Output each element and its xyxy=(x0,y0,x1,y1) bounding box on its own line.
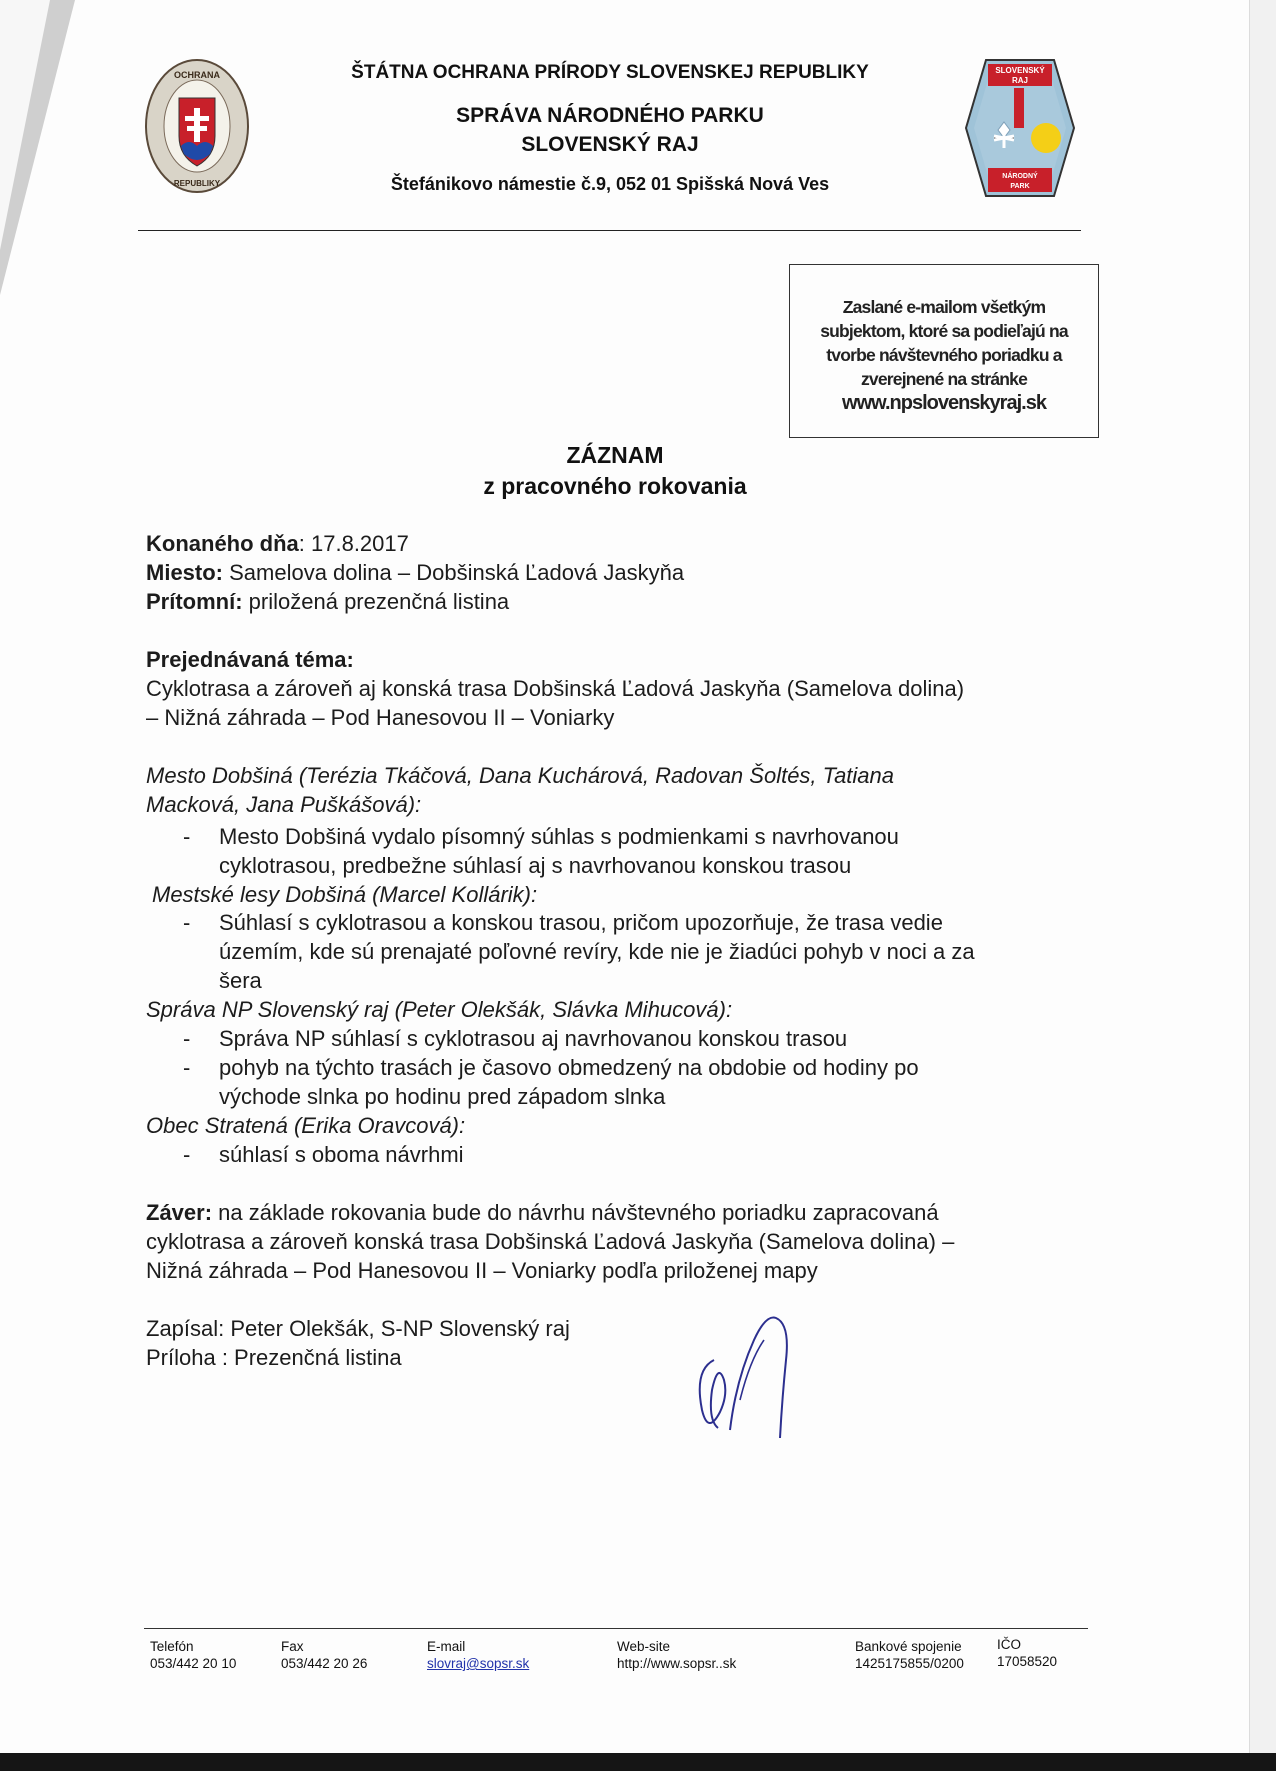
conclusion-line: cyklotrasa a zároveň konská trasa Dobšinská Ľadová Jaskyňa (Samelova dolina) – xyxy=(146,1229,955,1254)
bank-value: 1425175855/0200 xyxy=(855,1656,964,1671)
party-name: Správa NP Slovenský raj (Peter Olekšák, Slávka Mihucová): xyxy=(146,997,733,1022)
scan-folded-corner xyxy=(0,0,80,300)
phone-value: 053/442 20 10 xyxy=(150,1656,237,1671)
party-point: východe slnka po hodinu pred západom slnka xyxy=(219,1084,666,1109)
topic-line: – Nižná záhrada – Pod Hanesovou II – Voniarky xyxy=(146,705,615,730)
phone-label: Telefón xyxy=(150,1639,194,1654)
meeting-place xyxy=(146,558,684,587)
web-value: http://www.sopsr..sk xyxy=(617,1656,737,1671)
svg-text:SLOVENSKÝ: SLOVENSKÝ xyxy=(995,66,1045,75)
notice-website: www.npslovenskyraj.sk xyxy=(842,392,1046,414)
document-title: ZÁZNAM xyxy=(566,442,664,468)
administration-line-1: SPRÁVA NÁRODNÉHO PARKU xyxy=(456,104,764,127)
footer-phone xyxy=(150,1638,236,1672)
conclusion-line xyxy=(146,1198,939,1227)
svg-text:OCHRANA: OCHRANA xyxy=(174,70,220,80)
svg-text:REPUBLIKY: REPUBLIKY xyxy=(173,179,221,188)
bullet-dash: - xyxy=(183,1026,191,1051)
web-label: Web-site xyxy=(617,1639,671,1654)
topic-label: Prejednávaná téma: xyxy=(146,647,354,672)
email-link[interactable]: slovraj@sopsr.sk xyxy=(427,1656,530,1671)
place-label: Miesto: xyxy=(146,560,223,585)
topic-line: Cyklotrasa a zároveň aj konská trasa Dobšinská Ľadová Jaskyňa (Samelova dolina) xyxy=(146,676,965,701)
party-point: pohyb na týchto trasách je časovo obmedzený na obdobie od hodiny po xyxy=(219,1055,919,1080)
party-name: Obec Stratená (Erika Oravcová): xyxy=(146,1113,466,1138)
party-point: územím, kde sú prenajaté poľovné revíry, kde nie je žiadúci pohyb v noci a za xyxy=(219,939,975,964)
fax-label: Fax xyxy=(281,1639,304,1654)
notice-line: Zaslané e-mailom všetkým xyxy=(842,297,1046,317)
svg-text:PARK: PARK xyxy=(1010,183,1030,190)
org-name: ŠTÁTNA OCHRANA PRÍRODY SLOVENSKEJ REPUBLIKY xyxy=(351,62,869,83)
svg-text:RAJ: RAJ xyxy=(1011,76,1029,85)
party-name: Mestské lesy Dobšiná (Marcel Kollárik): xyxy=(152,882,538,907)
fax-value: 053/442 20 26 xyxy=(281,1656,368,1671)
meeting-date xyxy=(146,529,409,558)
party-name: Macková, Jana Puškášová): xyxy=(146,792,422,817)
party-point: súhlasí s oboma návrhmi xyxy=(219,1142,464,1167)
bullet-dash: - xyxy=(183,824,191,849)
recorded-by: Zapísal: Peter Olekšák, S-NP Slovenský raj xyxy=(146,1316,570,1341)
handwritten-signature xyxy=(684,1300,816,1440)
notice-line: zverejnené na stránke xyxy=(860,369,1028,389)
bullet-dash: - xyxy=(183,1142,191,1167)
notice-line: tvorbe návštevného poriadku a xyxy=(826,345,1062,365)
document-subtitle: z pracovného rokovania xyxy=(483,473,747,499)
party-point: Mesto Dobšiná vydalo písomný súhlas s podmienkami s navrhovanou xyxy=(219,824,899,849)
svg-text:NÁRODNÝ: NÁRODNÝ xyxy=(1002,173,1038,180)
email-label: E-mail xyxy=(427,1639,466,1654)
scan-bottom-border xyxy=(0,1753,1276,1771)
date-value: : 17.8.2017 xyxy=(298,531,409,556)
footer-ico xyxy=(997,1636,1057,1670)
header-divider xyxy=(138,230,1081,231)
attachment-note: Príloha : Prezenčná listina xyxy=(146,1345,402,1370)
party-point: cyklotrasou, predbežne súhlasí aj s navrhovanou konskou trasou xyxy=(219,853,852,878)
party-point: šera xyxy=(219,968,262,993)
notice-box xyxy=(789,264,1099,438)
footer-divider xyxy=(144,1628,1088,1629)
administration-line-2: SLOVENSKÝ RAJ xyxy=(521,133,699,156)
party-name: Mesto Dobšiná (Terézia Tkáčová, Dana Kuchárová, Radovan Šoltés, Tatiana xyxy=(146,763,895,788)
scan-edge xyxy=(1249,0,1276,1753)
bank-label: Bankové spojenie xyxy=(855,1639,962,1654)
state-nature-conservancy-seal-icon xyxy=(144,58,250,194)
footer-email xyxy=(427,1638,529,1672)
administration-name xyxy=(260,101,960,159)
bullet-dash: - xyxy=(183,1055,191,1080)
party-point: Správa NP súhlasí s cyklotrasou aj navrhovanou konskou trasou xyxy=(219,1026,848,1051)
party-point: Súhlasí s cyklotrasou a konskou trasou, pričom upozorňuje, že trasa vedie xyxy=(219,910,943,935)
conclusion-line: Nižná záhrada – Pod Hanesovou II – Voniarky podľa priloženej mapy xyxy=(146,1258,818,1283)
present-value: priložená prezenčná listina xyxy=(242,589,510,614)
org-address: Štefánikovo námestie č.9, 052 01 Spišská Nová Ves xyxy=(390,174,830,194)
present-label: Prítomní: xyxy=(146,589,243,614)
ico-value: 17058520 xyxy=(997,1654,1058,1669)
place-value: Samelova dolina – Dobšinská Ľadová Jaskyňa xyxy=(223,560,685,585)
notice-line: subjektom, ktoré sa podieľajú na xyxy=(820,321,1068,341)
footer-website xyxy=(617,1638,736,1672)
conclusion-text: na základe rokovania bude do návrhu návštevného poriadku zapracovaná xyxy=(212,1200,939,1225)
ico-label: IČO xyxy=(997,1637,1022,1652)
conclusion-label: Záver: xyxy=(146,1200,213,1225)
footer-fax xyxy=(281,1638,367,1672)
meeting-attendees xyxy=(146,587,509,616)
bullet-dash: - xyxy=(183,910,191,935)
national-park-emblem-icon xyxy=(964,58,1076,198)
date-label: Konaného dňa xyxy=(146,531,299,556)
footer-bank xyxy=(855,1638,964,1672)
